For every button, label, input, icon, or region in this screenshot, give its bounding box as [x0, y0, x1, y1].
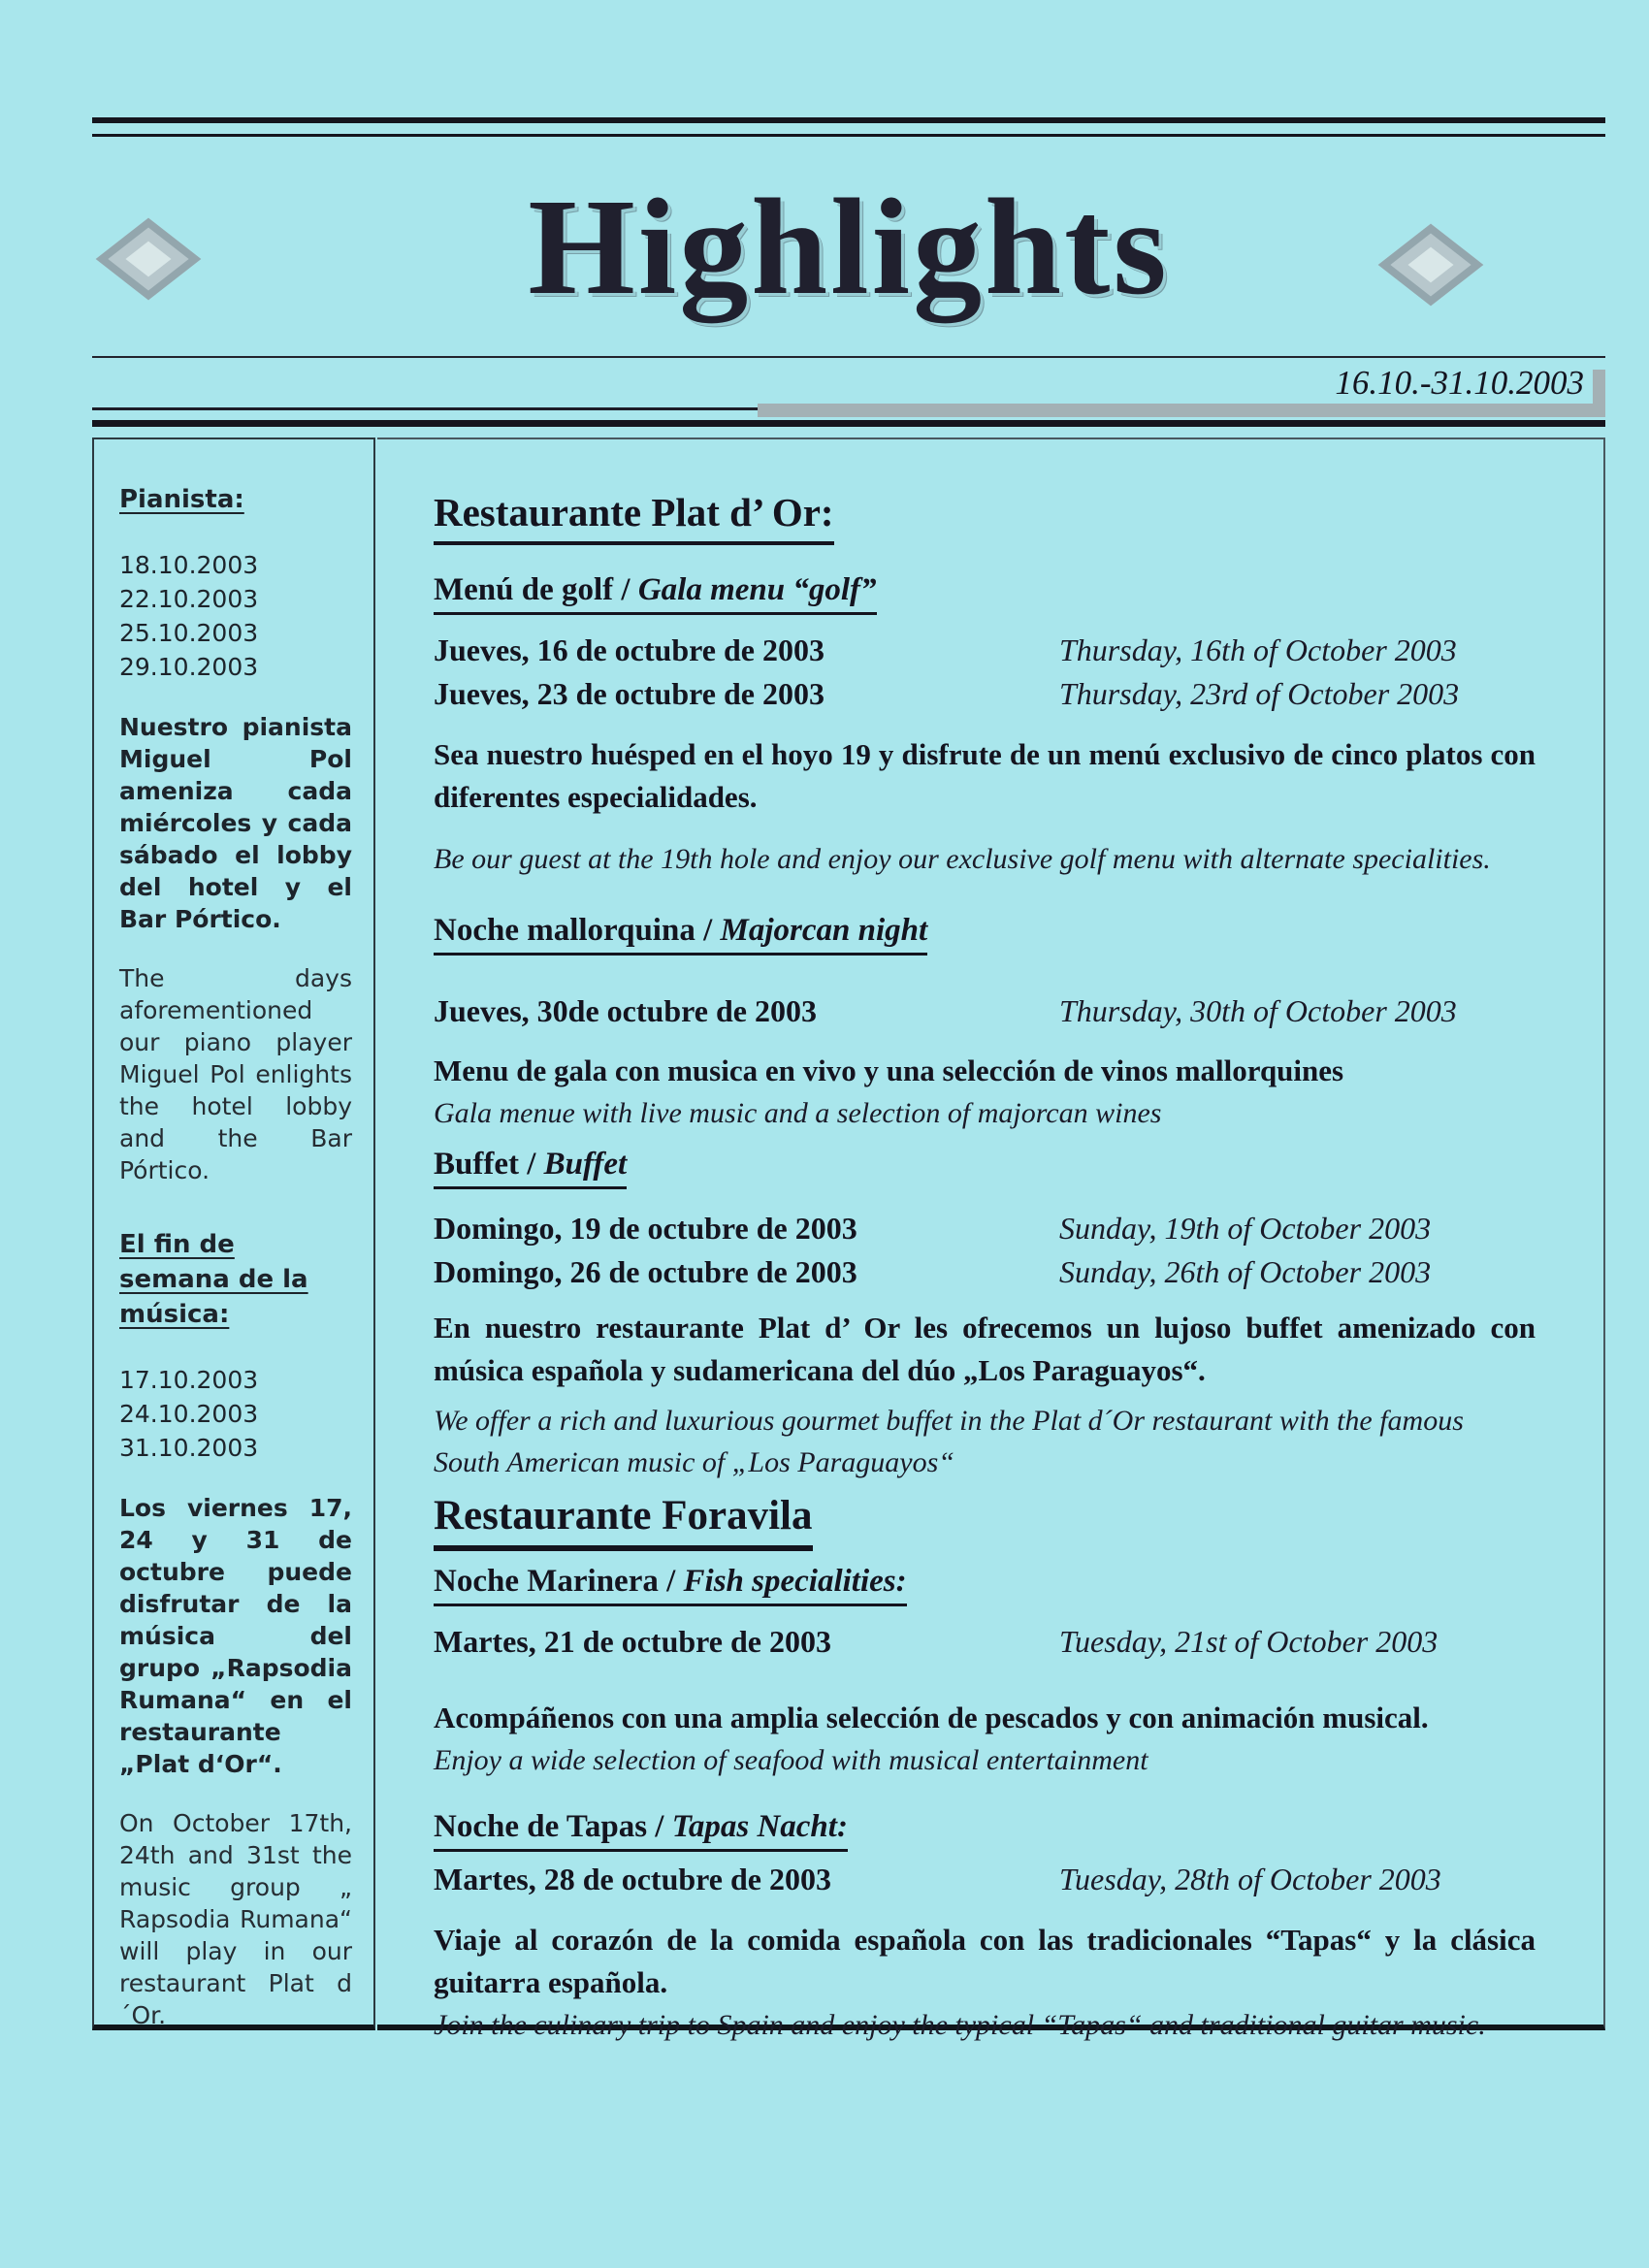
date-spanish: Martes, 28 de octubre de 2003 [434, 1862, 831, 1896]
date-range-line [92, 358, 1605, 403]
heading-english: Fish specialities: [683, 1564, 907, 1599]
date-spanish: Martes, 21 de octubre de 2003 [434, 1624, 831, 1659]
date-spanish: Jueves, 16 de octubre de 2003 [434, 632, 824, 667]
restaurant-foravila-title: Restaurante Foravila [434, 1491, 813, 1551]
date-row [434, 1620, 1536, 1664]
date-row [434, 1207, 1536, 1250]
marinera-text-english: Enjoy a wide selection of seafood with musical entertainment [434, 1744, 1148, 1776]
date-row [434, 1250, 1536, 1294]
date-range: 16.10.-31.10.2003 [1335, 364, 1584, 402]
date-english: Sunday, 26th of October 2003 [1059, 1254, 1432, 1289]
heading-english: Majorcan night [720, 913, 928, 948]
section-heading-golf [434, 571, 1536, 615]
date-item: 31.10.2003 [119, 1434, 259, 1462]
heading-english: Gala menu “golf” [637, 572, 877, 607]
buffet-text-english: We offer a rich and luxurious gourmet buffet in the Plat d´Or restaurant with the famous South American music of „Los Paraguayos“ [434, 1405, 1464, 1478]
header-shadow-bar [92, 403, 1605, 417]
heading-english: Buffet [543, 1147, 628, 1182]
date-item: 17.10.2003 [119, 1366, 259, 1394]
pianista-text-spanish: Nuestro pianista Miguel Pol ameniza cada miércoles y cada sábado el lobby del hotel y el Bar Pórtico. [119, 713, 352, 933]
date-spanish: Domingo, 26 de octubre de 2003 [434, 1254, 857, 1289]
date-english: Tuesday, 28th of October 2003 [1059, 1862, 1441, 1896]
tapas-text-spanish: Viaje al corazón de la comida española con las tradicionales “Tapas“ y la clásica guitarra española. [434, 1923, 1536, 1999]
sidebar-heading-weekend: El fin de semana de la música: [119, 1230, 308, 1329]
golf-text-spanish: Sea nuestro huésped en el hoyo 19 y disfrute de un menú exclusivo de cinco platos con diferentes especialidades. [434, 737, 1536, 814]
date-spanish: Jueves, 30de octubre de 2003 [434, 993, 817, 1028]
date-item: 29.10.2003 [119, 653, 259, 681]
heading-spanish: Noche Marinera / [434, 1564, 684, 1599]
section-heading-tapas [434, 1808, 1536, 1852]
weekend-dates [119, 1363, 352, 1465]
gray-bar-stub [1593, 370, 1605, 417]
golf-text-english: Be our guest at the 19th hole and enjoy our exclusive golf menu with alternate specialities. [434, 843, 1491, 875]
section-heading-marinera [434, 1563, 1536, 1606]
date-english: Thursday, 30th of October 2003 [1059, 993, 1457, 1028]
page-title: Highlights [528, 170, 1170, 323]
heading-spanish: Noche de Tapas / [434, 1809, 672, 1844]
date-row [434, 629, 1536, 672]
weekend-text-english: On October 17th, 24th and 31st the music group „ Rapsodia Rumana“ will play in our restaurant Plat d´Or. [119, 1809, 352, 2029]
header-bottom-rule [92, 420, 1605, 427]
date-item: 24.10.2003 [119, 1400, 259, 1428]
buffet-text-spanish: En nuestro restaurante Plat d’ Or les ofrecemos un lujoso buffet amenizado con música española y sudamericana del dúo „Los Paraguayos“. [434, 1311, 1536, 1387]
tapas-text-english: Join the culinary trip to Spain and enjoy the typical “Tapas“ and traditional guitar music. [434, 2009, 1486, 2041]
marinera-text-spanish: Acompáñenos con una amplia selección de pescados y con animación musical. [434, 1701, 1429, 1734]
date-english: Thursday, 23rd of October 2003 [1059, 676, 1460, 711]
date-item: 22.10.2003 [119, 585, 259, 613]
masthead [92, 137, 1605, 356]
heading-english: Tapas Nacht: [671, 1809, 848, 1844]
section-heading-buffet [434, 1146, 1536, 1189]
gray-bar [758, 404, 1605, 417]
date-item: 18.10.2003 [119, 551, 259, 579]
content-columns [92, 437, 1605, 2041]
divider [92, 407, 758, 410]
date-item: 25.10.2003 [119, 619, 259, 647]
date-spanish: Domingo, 19 de octubre de 2003 [434, 1211, 857, 1246]
header-rule-thick [92, 117, 1605, 123]
pianista-text-english: The days aforementioned our piano player Miguel Pol enlights the hotel lobby and the Bar Pórtico. [119, 964, 352, 1184]
heading-spanish: Buffet / [434, 1147, 544, 1182]
date-english: Thursday, 16th of October 2003 [1059, 632, 1457, 667]
pianista-dates [119, 548, 352, 684]
date-spanish: Jueves, 23 de octubre de 2003 [434, 676, 824, 711]
heading-spanish: Menú de golf / [434, 572, 638, 607]
majorcan-text-english: Gala menue with live music and a selection of majorcan wines [434, 1097, 1162, 1129]
date-row [434, 672, 1536, 716]
restaurant-plat-dor-title: Restaurante Plat d’ Or: [434, 490, 834, 545]
weekend-text-spanish: Los viernes 17, 24 y 31 de octubre puede disfrutar de la música del grupo „Rapsodia Rumana“ en el restaurante „Plat d‘Or“. [119, 1494, 352, 1778]
date-row [434, 1858, 1536, 1901]
sidebar [92, 437, 375, 2030]
date-row [434, 989, 1536, 1033]
main-content [377, 437, 1605, 2041]
date-english: Tuesday, 21st of October 2003 [1059, 1624, 1439, 1659]
sidebar-heading-pianista: Pianista: [119, 485, 244, 514]
golf-dates [434, 629, 1536, 716]
date-english: Sunday, 19th of October 2003 [1059, 1211, 1432, 1246]
section-heading-majorcan [434, 912, 1536, 956]
buffet-dates [434, 1207, 1536, 1294]
heading-spanish: Noche mallorquina / [434, 913, 721, 948]
majorcan-text-spanish: Menu de gala con musica en vivo y una selección de vinos mallorquines [434, 1053, 1344, 1087]
